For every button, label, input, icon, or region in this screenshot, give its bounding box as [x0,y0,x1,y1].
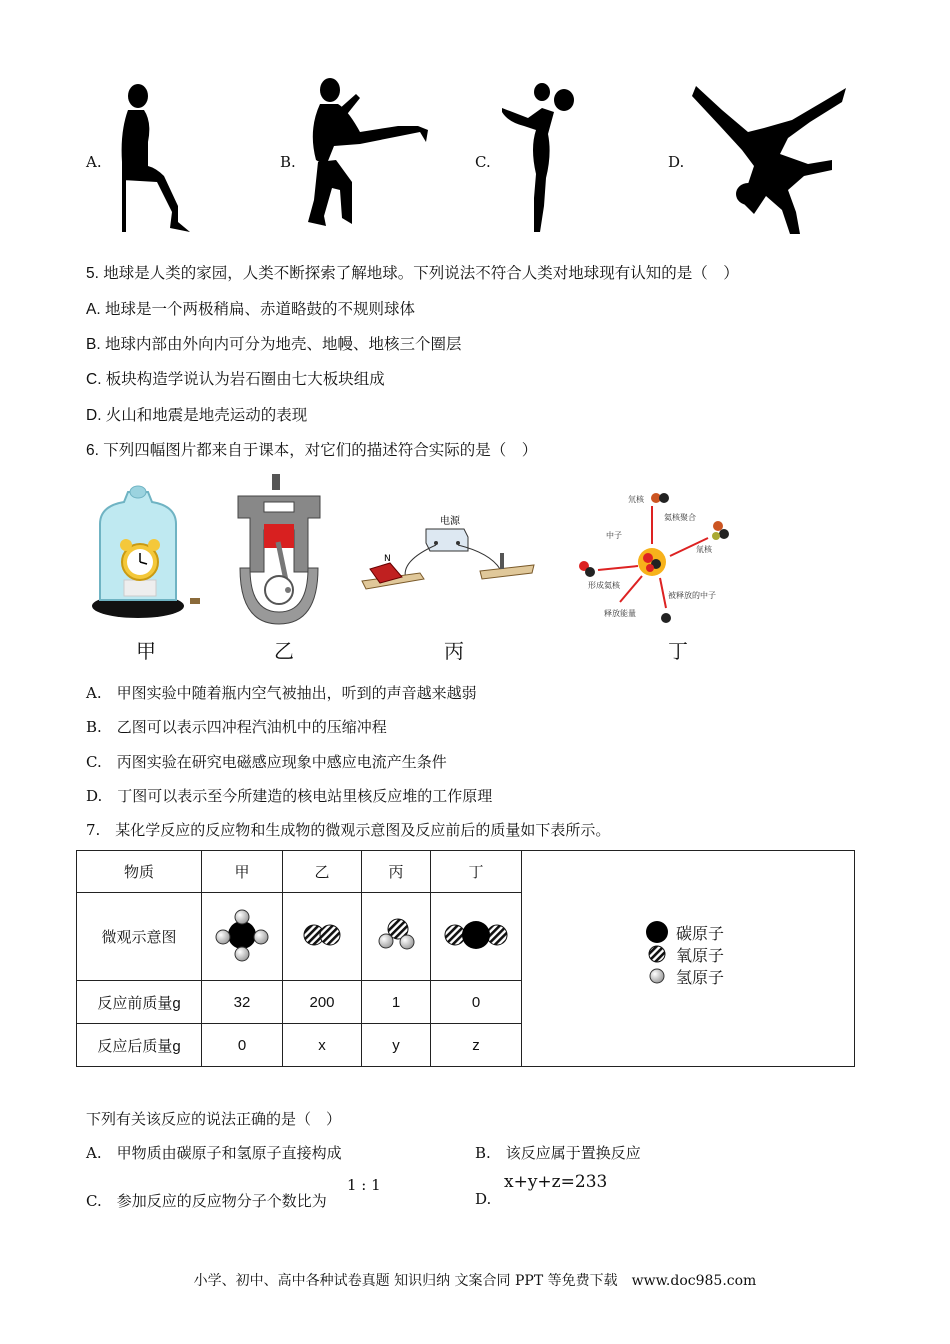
reaction-data-table [76,850,855,1067]
q7-option-a: A. 甲物质由碳原子和氢原子直接构成 [86,1144,342,1162]
molecule-ding [431,893,522,981]
legend-carbon: 碳原子 [676,923,725,943]
header-ding: 丁 [431,851,522,893]
svg-text:氚核: 氚核 [696,545,712,554]
header-bing: 丙 [362,851,431,893]
q4-option-c-label: C. [475,153,491,171]
fig-caption-ding: 丁 [668,639,688,663]
methane-molecule-icon [212,905,272,965]
svg-text:形成氦核: 形成氦核 [588,581,620,590]
row-after-label: 反应后质量g [77,1024,202,1067]
svg-text:中子: 中子 [606,531,622,540]
q6-option-c: C. 丙图实验在研究电磁感应现象中感应电流产生条件 [86,753,447,771]
engine-cylinder-figure [230,472,328,628]
water-molecule-icon [374,915,418,955]
q4-option-b-label: B. [280,153,296,171]
nuclear-fusion-figure [568,490,734,626]
after-bing: y [362,1024,431,1067]
page-footer: 小学、初中、高中各种试卷真题 知识归纳 文案合同 PPT 等免费下载 www.doc985.com [193,1273,757,1289]
q7-question: 下列有关该反应的说法正确的是（ ） [86,1110,342,1128]
q7-option-c: C. 参加反应的反应物分子个数比为 [86,1192,327,1210]
before-ding: 0 [431,981,522,1024]
bell-jar-alarm-clock-figure [88,484,200,626]
svg-text:氘核: 氘核 [628,495,644,504]
molecule-jia [202,893,283,981]
fig3-north-label: N [384,554,391,564]
svg-text:被释放的中子: 被释放的中子 [668,591,716,600]
after-jia: 0 [202,1024,283,1067]
molecule-bing [362,893,431,981]
svg-text:释放能量: 释放能量 [604,609,636,618]
q6-option-a: A. 甲图实验中随着瓶内空气被抽出，听到的声音越来越弱 [86,684,477,702]
fig-caption-yi: 乙 [274,639,294,663]
q7-stem: 7. 某化学反应的反应物和生成物的微观示意图及反应前后的质量如下表所示。 [86,821,611,839]
fig3-power-label: 电源 [440,516,460,527]
before-yi: 200 [283,981,362,1024]
q7-option-c-ratio: 1 : 1 [347,1176,381,1194]
sitting-person-silhouette [112,82,202,234]
electromagnetic-induction-figure [360,513,536,595]
after-yi: x [283,1024,362,1067]
q5-option-a: A. 地球是一个两极稍扁、赤道略鼓的不规则球体 [86,301,415,318]
oxygen-molecule-icon [300,921,344,949]
before-bing: 1 [362,981,431,1024]
after-ding: z [431,1024,522,1067]
q7-option-b: B. 该反应属于置换反应 [475,1144,641,1162]
legend-cell [522,851,855,1067]
q6-option-d: D. 丁图可以表示至今所建造的核电站里核反应堆的工作原理 [86,787,493,805]
carbon-dioxide-molecule-icon [441,919,511,951]
q7-option-d: D. [475,1190,492,1208]
row-diagram-label: 微观示意图 [77,893,202,981]
q5-stem: 5. 地球是人类的家园，人类不断探索了解地球。下列说法不符合人类对地球现有认知的是（ ） [86,265,739,282]
q7-option-d-formula: x+y+z=233 [504,1172,608,1192]
dancing-person-silhouette [692,80,848,238]
q4-option-a-label: A. [86,153,102,171]
row-before-label: 反应前质量g [77,981,202,1024]
legend-oxygen: 氧原子 [676,945,725,965]
q5-option-d: D. 火山和地震是地壳运动的表现 [86,407,308,424]
fig-caption-jia: 甲 [136,639,156,663]
kicking-person-silhouette [300,70,432,230]
q4-option-d-label: D. [668,153,685,171]
fig-caption-bing: 丙 [444,639,464,663]
legend-hydrogen: 氢原子 [676,967,725,987]
q5-option-c: C. 板块构造学说认为岩石圈由七大板块组成 [86,371,385,388]
q6-stem: 6. 下列四幅图片都来自于课本，对它们的描述符合实际的是（ ） [86,442,538,459]
before-jia: 32 [202,981,283,1024]
molecule-yi [283,893,362,981]
svg-text:氦核聚合: 氦核聚合 [664,513,696,522]
q5-option-b: B. 地球内部由外向内可分为地壳、地幔、地核三个圈层 [86,336,462,353]
header-yi: 乙 [283,851,362,893]
header-substance: 物质 [77,851,202,893]
atom-legend [644,921,724,987]
header-jia: 甲 [202,851,283,893]
q6-option-b: B. 乙图可以表示四冲程汽油机中的压缩冲程 [86,718,387,736]
stretching-person-silhouette [498,78,580,236]
